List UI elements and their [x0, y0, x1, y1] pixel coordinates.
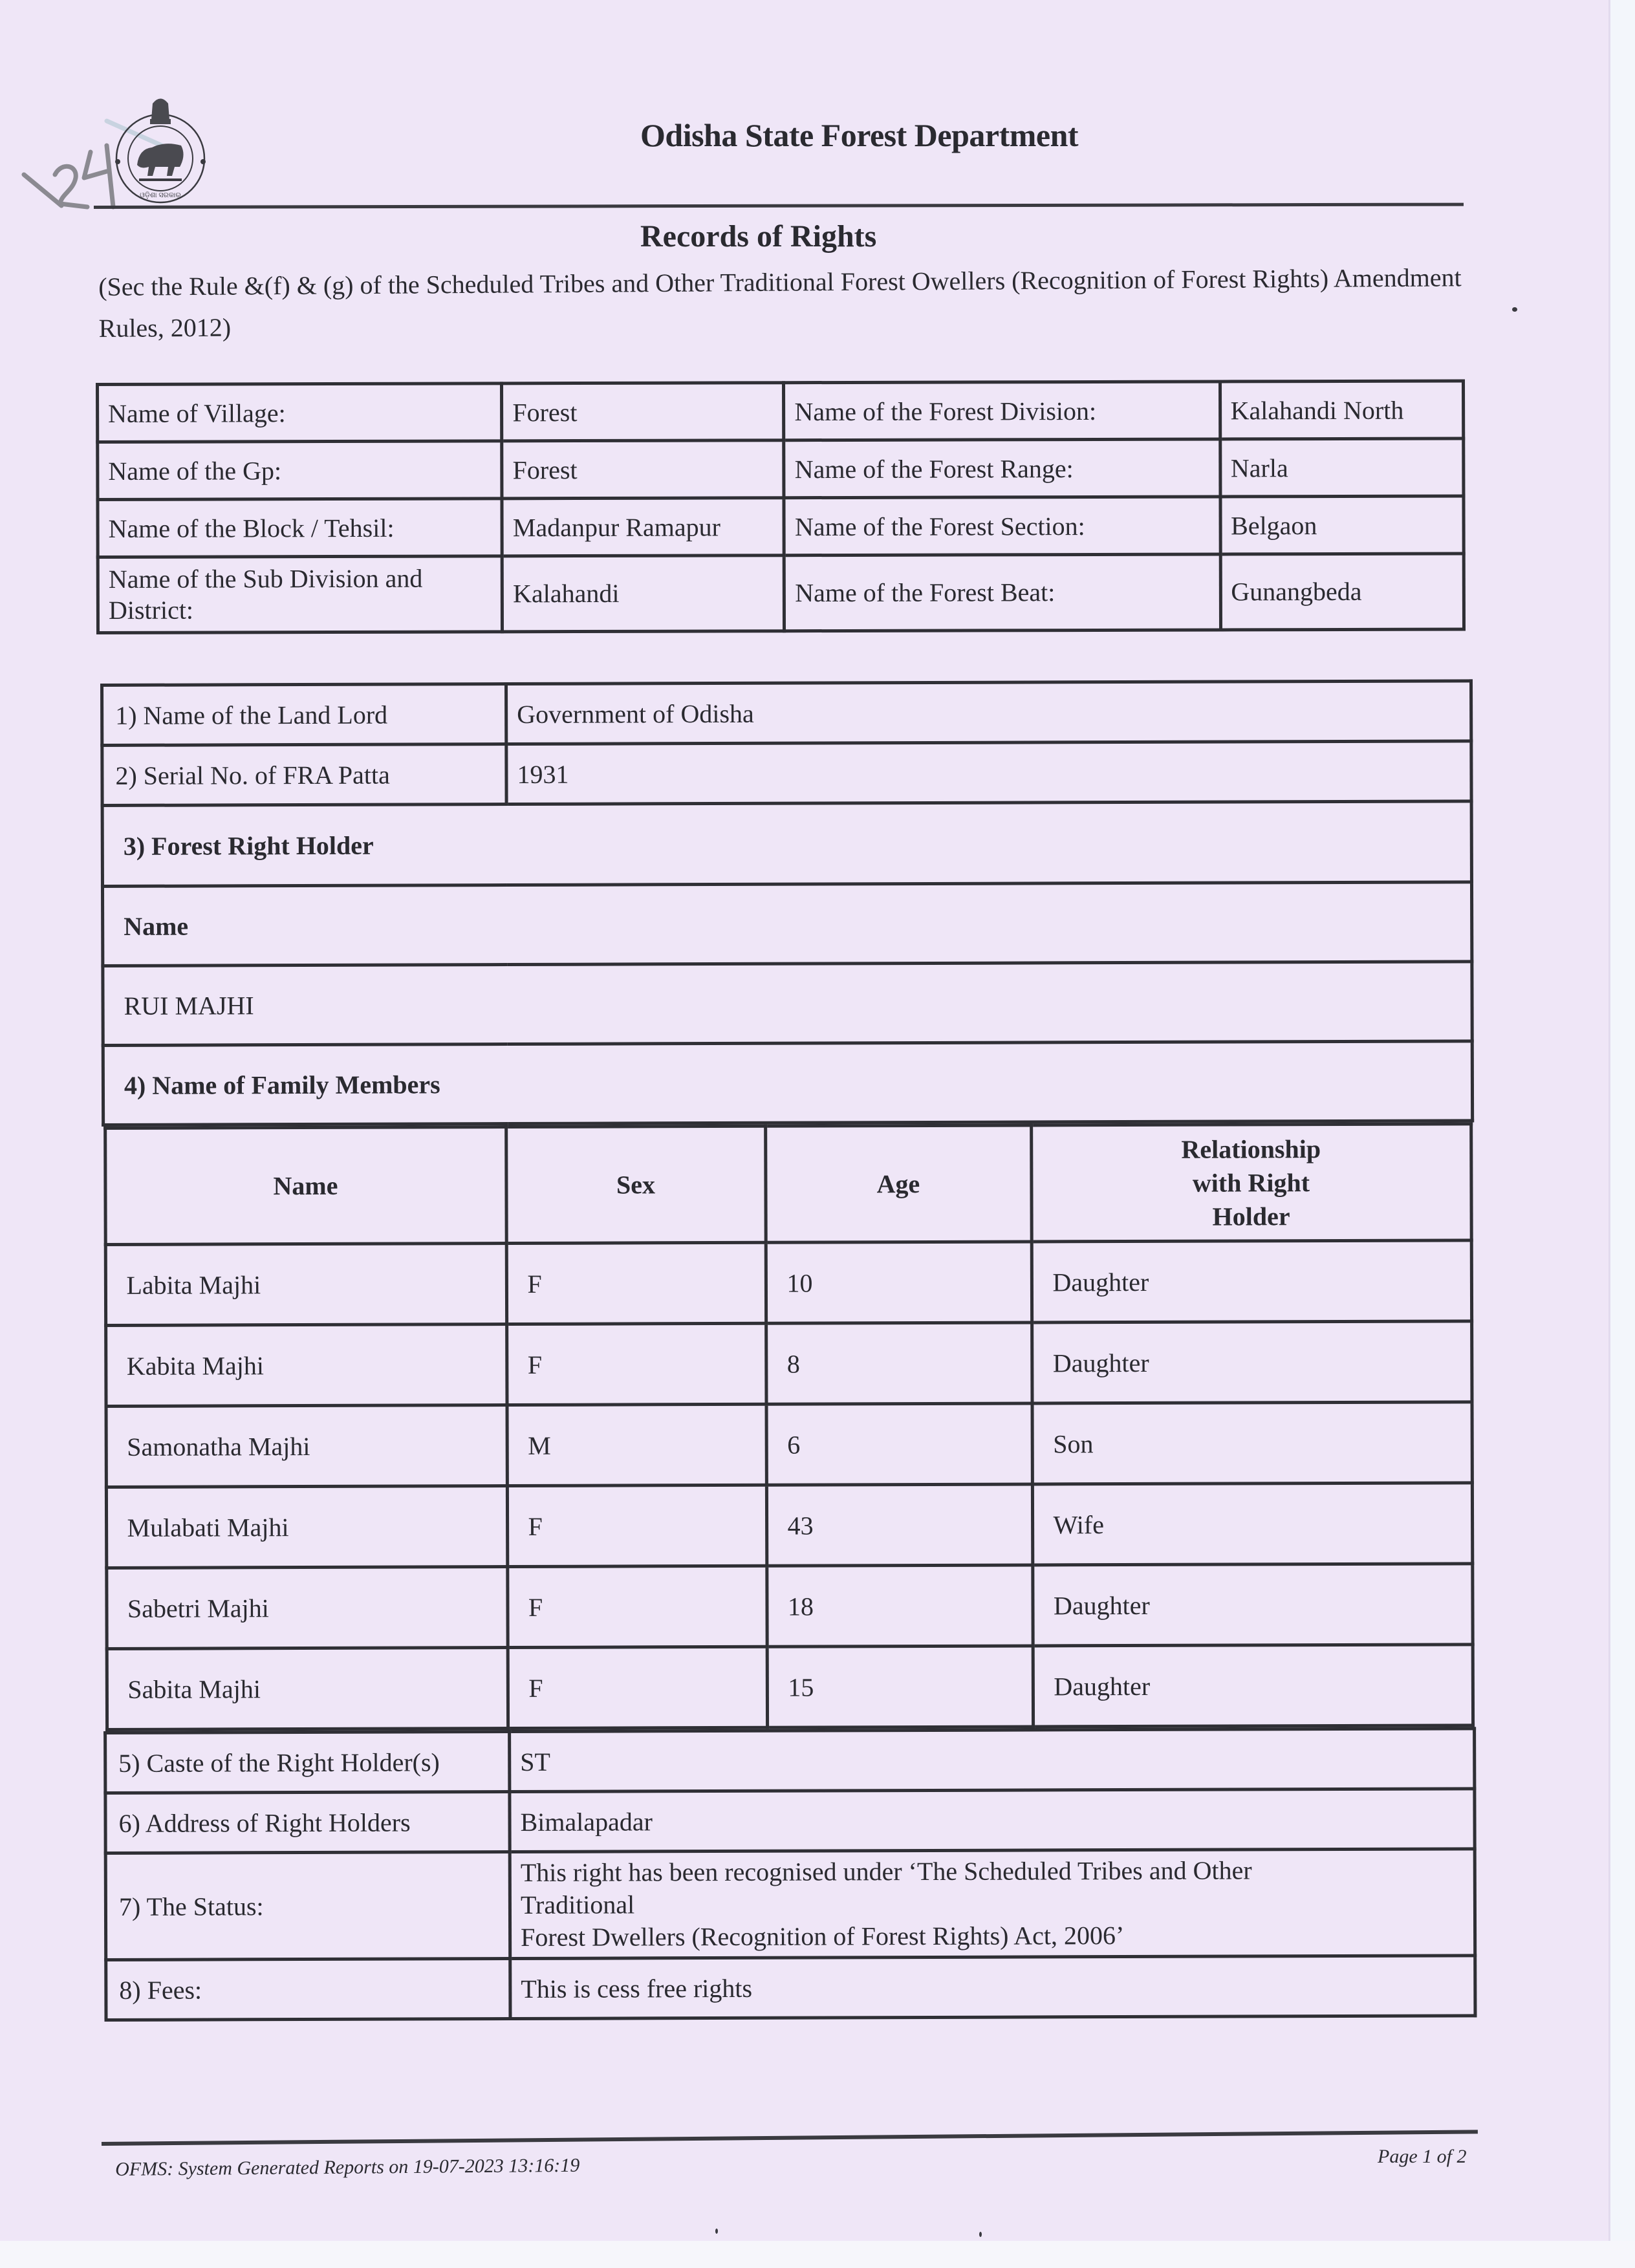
- member-sex: F: [506, 1323, 766, 1405]
- table-row: [98, 438, 1464, 500]
- forest-division-label: Name of the Forest Division:: [784, 382, 1220, 440]
- district-label: Name of the Sub Division and District:: [98, 556, 503, 633]
- document-title: Records of Rights: [640, 219, 877, 254]
- table-row: [103, 1041, 1472, 1125]
- table-row: [98, 496, 1464, 557]
- member-age: 8: [766, 1323, 1032, 1404]
- village-label: Name of Village:: [98, 383, 503, 442]
- page-number: Page 1 of 2: [1378, 2146, 1467, 2167]
- table-row: [98, 381, 1464, 442]
- family-header-row: [105, 1124, 1471, 1245]
- odisha-emblem-icon: [110, 91, 210, 204]
- member-name: Sabetri Majhi: [106, 1567, 507, 1649]
- address-value: Bimalapadar: [510, 1789, 1475, 1852]
- status-value: [510, 1849, 1475, 1959]
- column-header-name: Name: [105, 1127, 506, 1245]
- status-line-1: This right has been recognised under ‘The Scheduled Tribes and Other: [520, 1855, 1252, 1887]
- member-age: 10: [766, 1242, 1032, 1323]
- land-lord-value: Government of Odisha: [506, 681, 1471, 744]
- status-line-2: Traditional: [520, 1890, 635, 1919]
- block-value: Madanpur Ramapur: [502, 498, 784, 556]
- column-header-age: Age: [765, 1125, 1032, 1242]
- location-table: [96, 379, 1466, 634]
- village-value: Forest: [502, 383, 784, 441]
- table-row: [106, 1956, 1475, 2020]
- member-name: Labita Majhi: [105, 1244, 506, 1326]
- family-members-row: [103, 1121, 1475, 1733]
- caste-label: 5) Caste of the Right Holder(s): [105, 1732, 510, 1793]
- fees-label: 8) Fees:: [106, 1959, 510, 2020]
- family-member-row: [106, 1564, 1472, 1649]
- right-holder-name: RUI MAJHI: [103, 962, 1472, 1046]
- family-member-row: [105, 1321, 1471, 1407]
- member-age: 43: [766, 1484, 1032, 1566]
- family-member-row: [106, 1483, 1472, 1568]
- right-holder-section-heading: 3) Forest Right Holder: [102, 801, 1471, 887]
- emblem-text: ଓଡ଼ିଶା ସରକାର: [140, 191, 181, 199]
- table-row: [102, 681, 1471, 746]
- member-age: 6: [766, 1403, 1032, 1485]
- department-title: Odisha State Forest Department: [640, 117, 1079, 153]
- scan-speck: [715, 2229, 718, 2234]
- address-label: 6) Address of Right Holders: [105, 1792, 510, 1853]
- table-row: [103, 962, 1472, 1046]
- member-sex: F: [508, 1647, 767, 1728]
- table-row: [98, 554, 1464, 633]
- caste-value: ST: [510, 1729, 1475, 1792]
- member-relationship: Daughter: [1032, 1321, 1471, 1403]
- serial-no-value: 1931: [506, 741, 1471, 805]
- rights-table: [100, 679, 1477, 2022]
- relationship-header-text: Relationship with Right Holder: [1181, 1134, 1321, 1231]
- member-sex: F: [507, 1566, 766, 1647]
- generated-timestamp: OFMS: System Generated Reports on 19-07-2023 13:16:19: [115, 2154, 580, 2180]
- status-label: 7) The Status:: [105, 1852, 510, 1960]
- forest-beat-label: Name of the Forest Beat:: [785, 554, 1220, 631]
- district-value: Kalahandi: [502, 556, 784, 632]
- family-member-row: [105, 1240, 1471, 1326]
- forest-beat-value: Gunangbeda: [1220, 554, 1464, 630]
- column-header-sex: Sex: [506, 1126, 766, 1243]
- rule-reference: (Sec the Rule &(f) & (g) of the Scheduled Tribes and Other Traditional Forest Owellers (Recognition of Forest Rights) Amendment Rules, 2012): [98, 263, 1462, 343]
- member-age: 15: [767, 1646, 1033, 1727]
- forest-section-value: Belgaon: [1220, 496, 1464, 554]
- gp-value: Forest: [502, 440, 784, 499]
- member-relationship: Daughter: [1032, 1564, 1472, 1646]
- member-sex: F: [506, 1242, 766, 1324]
- member-sex: M: [507, 1404, 766, 1485]
- column-header-relationship: [1031, 1124, 1471, 1242]
- scan-speck: [979, 2232, 982, 2237]
- fees-value: This is cess free rights: [510, 1956, 1475, 2019]
- member-age: 18: [766, 1565, 1032, 1647]
- member-relationship: Daughter: [1033, 1645, 1473, 1727]
- serial-no-label: 2) Serial No. of FRA Patta: [102, 744, 506, 806]
- scan-speck: [1512, 307, 1517, 312]
- block-label: Name of the Block / Tehsil:: [98, 499, 503, 557]
- table-row: [102, 741, 1471, 806]
- status-line-3: Forest Dwellers (Recognition of Forest Rights) Act, 2006’: [521, 1921, 1125, 1952]
- scan-edge: [1608, 0, 1635, 2241]
- gp-label: Name of the Gp:: [98, 441, 503, 500]
- member-name: Kabita Majhi: [105, 1324, 506, 1407]
- table-row: [105, 1849, 1475, 1960]
- family-member-row: [106, 1402, 1472, 1487]
- family-members-table: [103, 1122, 1475, 1731]
- table-row: [102, 882, 1471, 966]
- forest-range-value: Narla: [1220, 438, 1464, 497]
- forest-division-value: Kalahandi North: [1220, 381, 1464, 439]
- member-sex: F: [507, 1485, 766, 1566]
- member-name: Sabita Majhi: [107, 1648, 508, 1730]
- member-relationship: Son: [1032, 1402, 1472, 1484]
- name-header: Name: [102, 882, 1471, 966]
- member-name: Samonatha Majhi: [106, 1405, 507, 1487]
- forest-section-label: Name of the Forest Section:: [784, 497, 1220, 556]
- family-section-heading: 4) Name of Family Members: [103, 1041, 1472, 1125]
- table-row: [105, 1729, 1475, 1793]
- member-name: Mulabati Majhi: [106, 1486, 507, 1568]
- member-relationship: Daughter: [1032, 1240, 1471, 1323]
- family-member-row: [107, 1645, 1473, 1730]
- forest-range-label: Name of the Forest Range:: [784, 439, 1220, 498]
- table-row: [105, 1789, 1475, 1853]
- land-lord-label: 1) Name of the Land Lord: [102, 684, 506, 746]
- member-relationship: Wife: [1032, 1483, 1472, 1565]
- table-row: [102, 801, 1471, 887]
